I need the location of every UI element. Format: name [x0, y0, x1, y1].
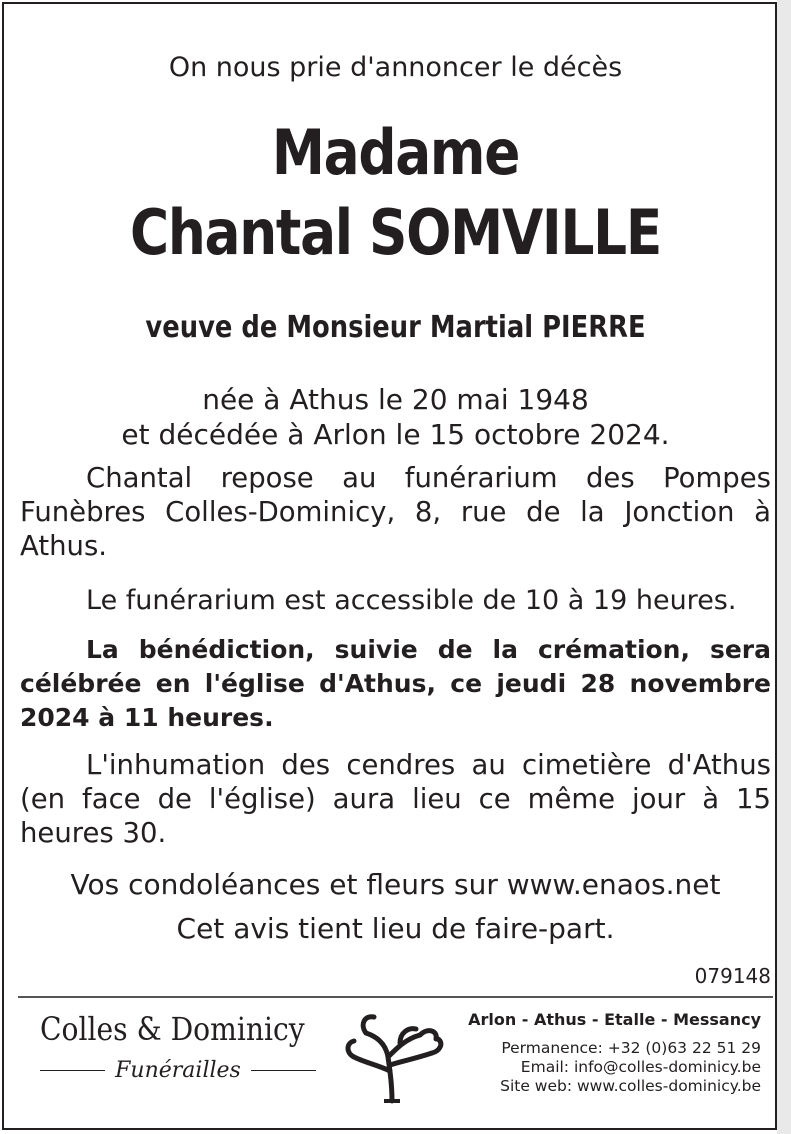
phone-line: Permanence: +32 (0)63 22 51 29 — [501, 1039, 761, 1057]
faire-part-text: Cet avis tient lieu de faire-part. — [176, 912, 615, 945]
intro-text: On nous prie d'annoncer le décès — [168, 52, 623, 83]
tree-icon — [340, 1005, 450, 1105]
deceased-title: Madame — [271, 116, 520, 189]
branch-towns: Arlon - Athus - Etalle - Messancy — [468, 1010, 761, 1029]
visiting-hours-text: Le funérarium est accessible de 10 à 19 heures. — [86, 585, 737, 616]
company-name: Colles & Dominicy — [40, 1010, 305, 1048]
contact-block — [468, 1010, 761, 1096]
email-line: Email: info@colles-dominicy.be — [520, 1058, 761, 1076]
page-edge-strip — [777, 0, 791, 1134]
company-subtitle — [40, 1058, 316, 1083]
company-subtitle-text: Funérailles — [115, 1058, 241, 1083]
reference-number: 079148 — [694, 964, 771, 988]
ceremony-text: La bénédiction, suivie de la crémation, sera célébrée en l'église d'Athus, ce jeudi 28 novembre 2024 à 11 heures. — [20, 635, 771, 732]
death-info: et décédée à Arlon le 15 octobre 2024. — [121, 418, 670, 451]
inhumation-text: L'inhumation des cendres au cimetière d'Athus (en face de l'église) aura lieu ce même jour à 15 heures 30. — [20, 749, 771, 849]
resting-place-text: Chantal repose au funérarium des Pompes Funèbres Colles-Dominicy, 8, rue de la Jonction à Athus. — [20, 462, 771, 562]
resting-place-paragraph — [20, 461, 771, 563]
condolences-text: Vos condoléances et fleurs sur www.enaos.net — [70, 868, 721, 901]
visiting-hours-paragraph — [20, 584, 771, 618]
website-line: Site web: www.colles-dominicy.be — [500, 1077, 761, 1095]
subtitle-rule-right — [251, 1070, 316, 1071]
deceased-name: Chantal SOMVILLE — [130, 196, 661, 269]
subtitle-rule-left — [40, 1070, 105, 1071]
birth-info: née à Athus le 20 mai 1948 — [202, 383, 589, 416]
inhumation-paragraph — [20, 748, 771, 850]
footer-divider — [18, 996, 773, 998]
widow-of: veuve de Monsieur Martial PIERRE — [145, 310, 646, 345]
ceremony-paragraph — [20, 633, 771, 735]
